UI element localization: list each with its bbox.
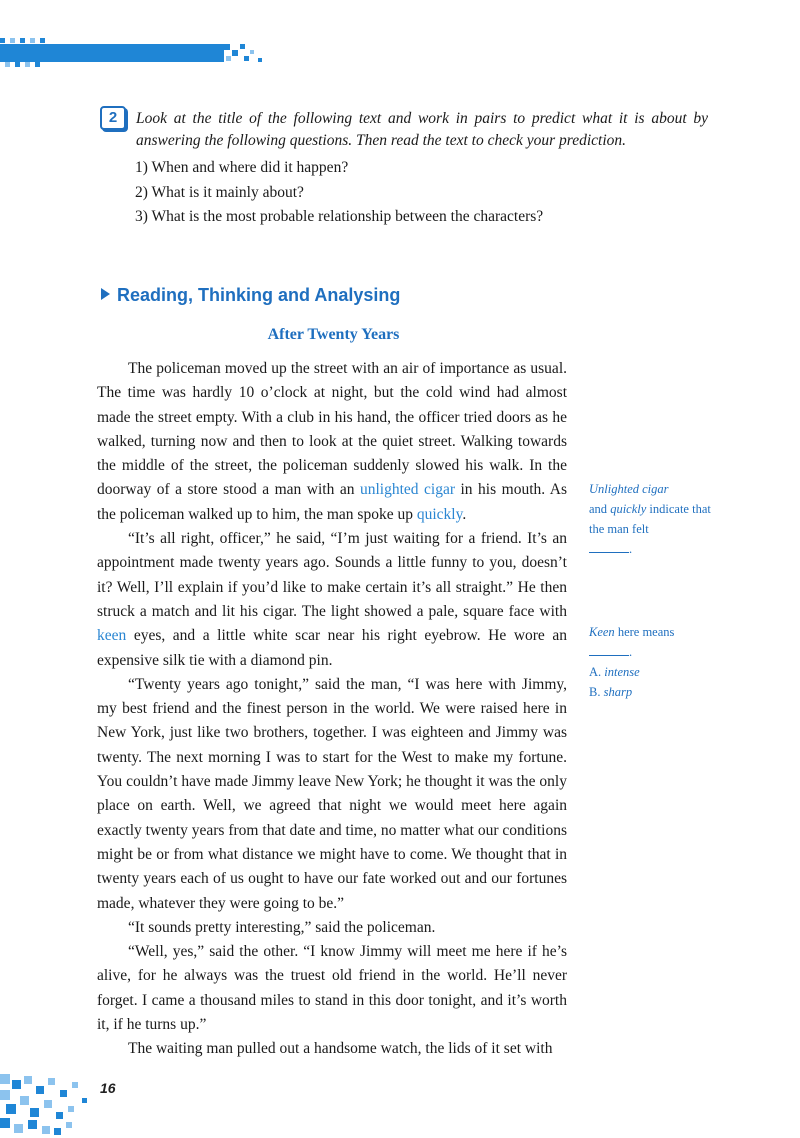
paragraph: “It sounds pretty interesting,” said the policeman. [128,918,436,936]
paragraph: “It’s all right, officer,” he said, “I’m just waiting for a friend. It’s an appointment made twenty years ago. Sounds a little funny to you, doesn’t it? Well, I’ll explain if you’d like to make certain it’s all straight.” He then struck a match and lit his cigar. The light showed a pale, square face with keen eyes, and a little white scar near his right eyebrow. He wore an expensive silk tie with a diamond pin. [97,530,567,669]
margin-note-keen: Keen here means . A. intense B. sharp [589,625,675,699]
paragraph: The waiting man pulled out a handsome watch, the lids of it set with [128,1040,553,1058]
header-band [0,44,224,62]
page-number: 16 [100,1080,116,1096]
question-list [135,156,543,230]
task-number-badge: 2 [100,106,126,130]
play-triangle-icon [101,288,110,300]
paragraph: “Twenty years ago tonight,” said the man, “I was here with Jimmy, my best friend and the finest person in the world. We were raised here in New York, just like two brothers, together. I was eighteen and Jimmy was twenty. The next morning I was to start for the West to make my fortune. You couldn’t have made Jimmy leave New York; he thought it was the only place on earth. Well, we agreed that night we would meet here again exactly twenty years from that date and time, no matter what our conditions might be or from what distance we might have to come. We thought that in twenty years each of us ought to have our fate worked out and our fortunes made, whatever they were going to be.” [97,675,567,912]
highlight-unlighted-cigar: unlighted cigar [359,481,455,499]
task-instruction: Look at the title of the following text and work in pairs to predict what it is about by answering the following questions. Then read the text to check your prediction. [136,110,708,149]
question-item: 1) When and where did it happen? [135,159,349,176]
story-body [97,357,567,1062]
paragraph: “Well, yes,” said the other. “I know Jimmy will meet me here if he’s alive, for he always was the truest old friend in the world. He’ll never forget. I came a thousand miles to stand in this door tonight, and it’s worth it, if he turns up.” [97,943,567,1034]
highlight-keen: keen [97,627,127,645]
section-heading: Reading, Thinking and Analysing [101,285,400,306]
question-item: 2) What is it mainly about? [135,183,304,201]
answer-blank[interactable] [589,540,629,553]
highlight-quickly: quickly [416,505,463,523]
margin-note-cigar: Unlighted cigar and quickly indicate that the man felt . [589,482,711,556]
question-item: 3) What is the most probable relationship between the characters? [135,208,544,225]
story-title: After Twenty Years [267,326,400,343]
paragraph: The policeman moved up the street with an air of importance as usual. The time was hardly 10 o’clock at night, but the cold wind had almost made the street empty. With a club in his hand, the officer tried doors as he walked, turning now and then to look at the quiet street. Walking towards the middle of the street, the policeman suddenly slowed his walk. In the doorway of a store stood a man with an unlighted cigar in his mouth. As the policeman walked up to him, the man spoke up quickly. [97,360,567,523]
answer-blank[interactable] [589,643,629,656]
